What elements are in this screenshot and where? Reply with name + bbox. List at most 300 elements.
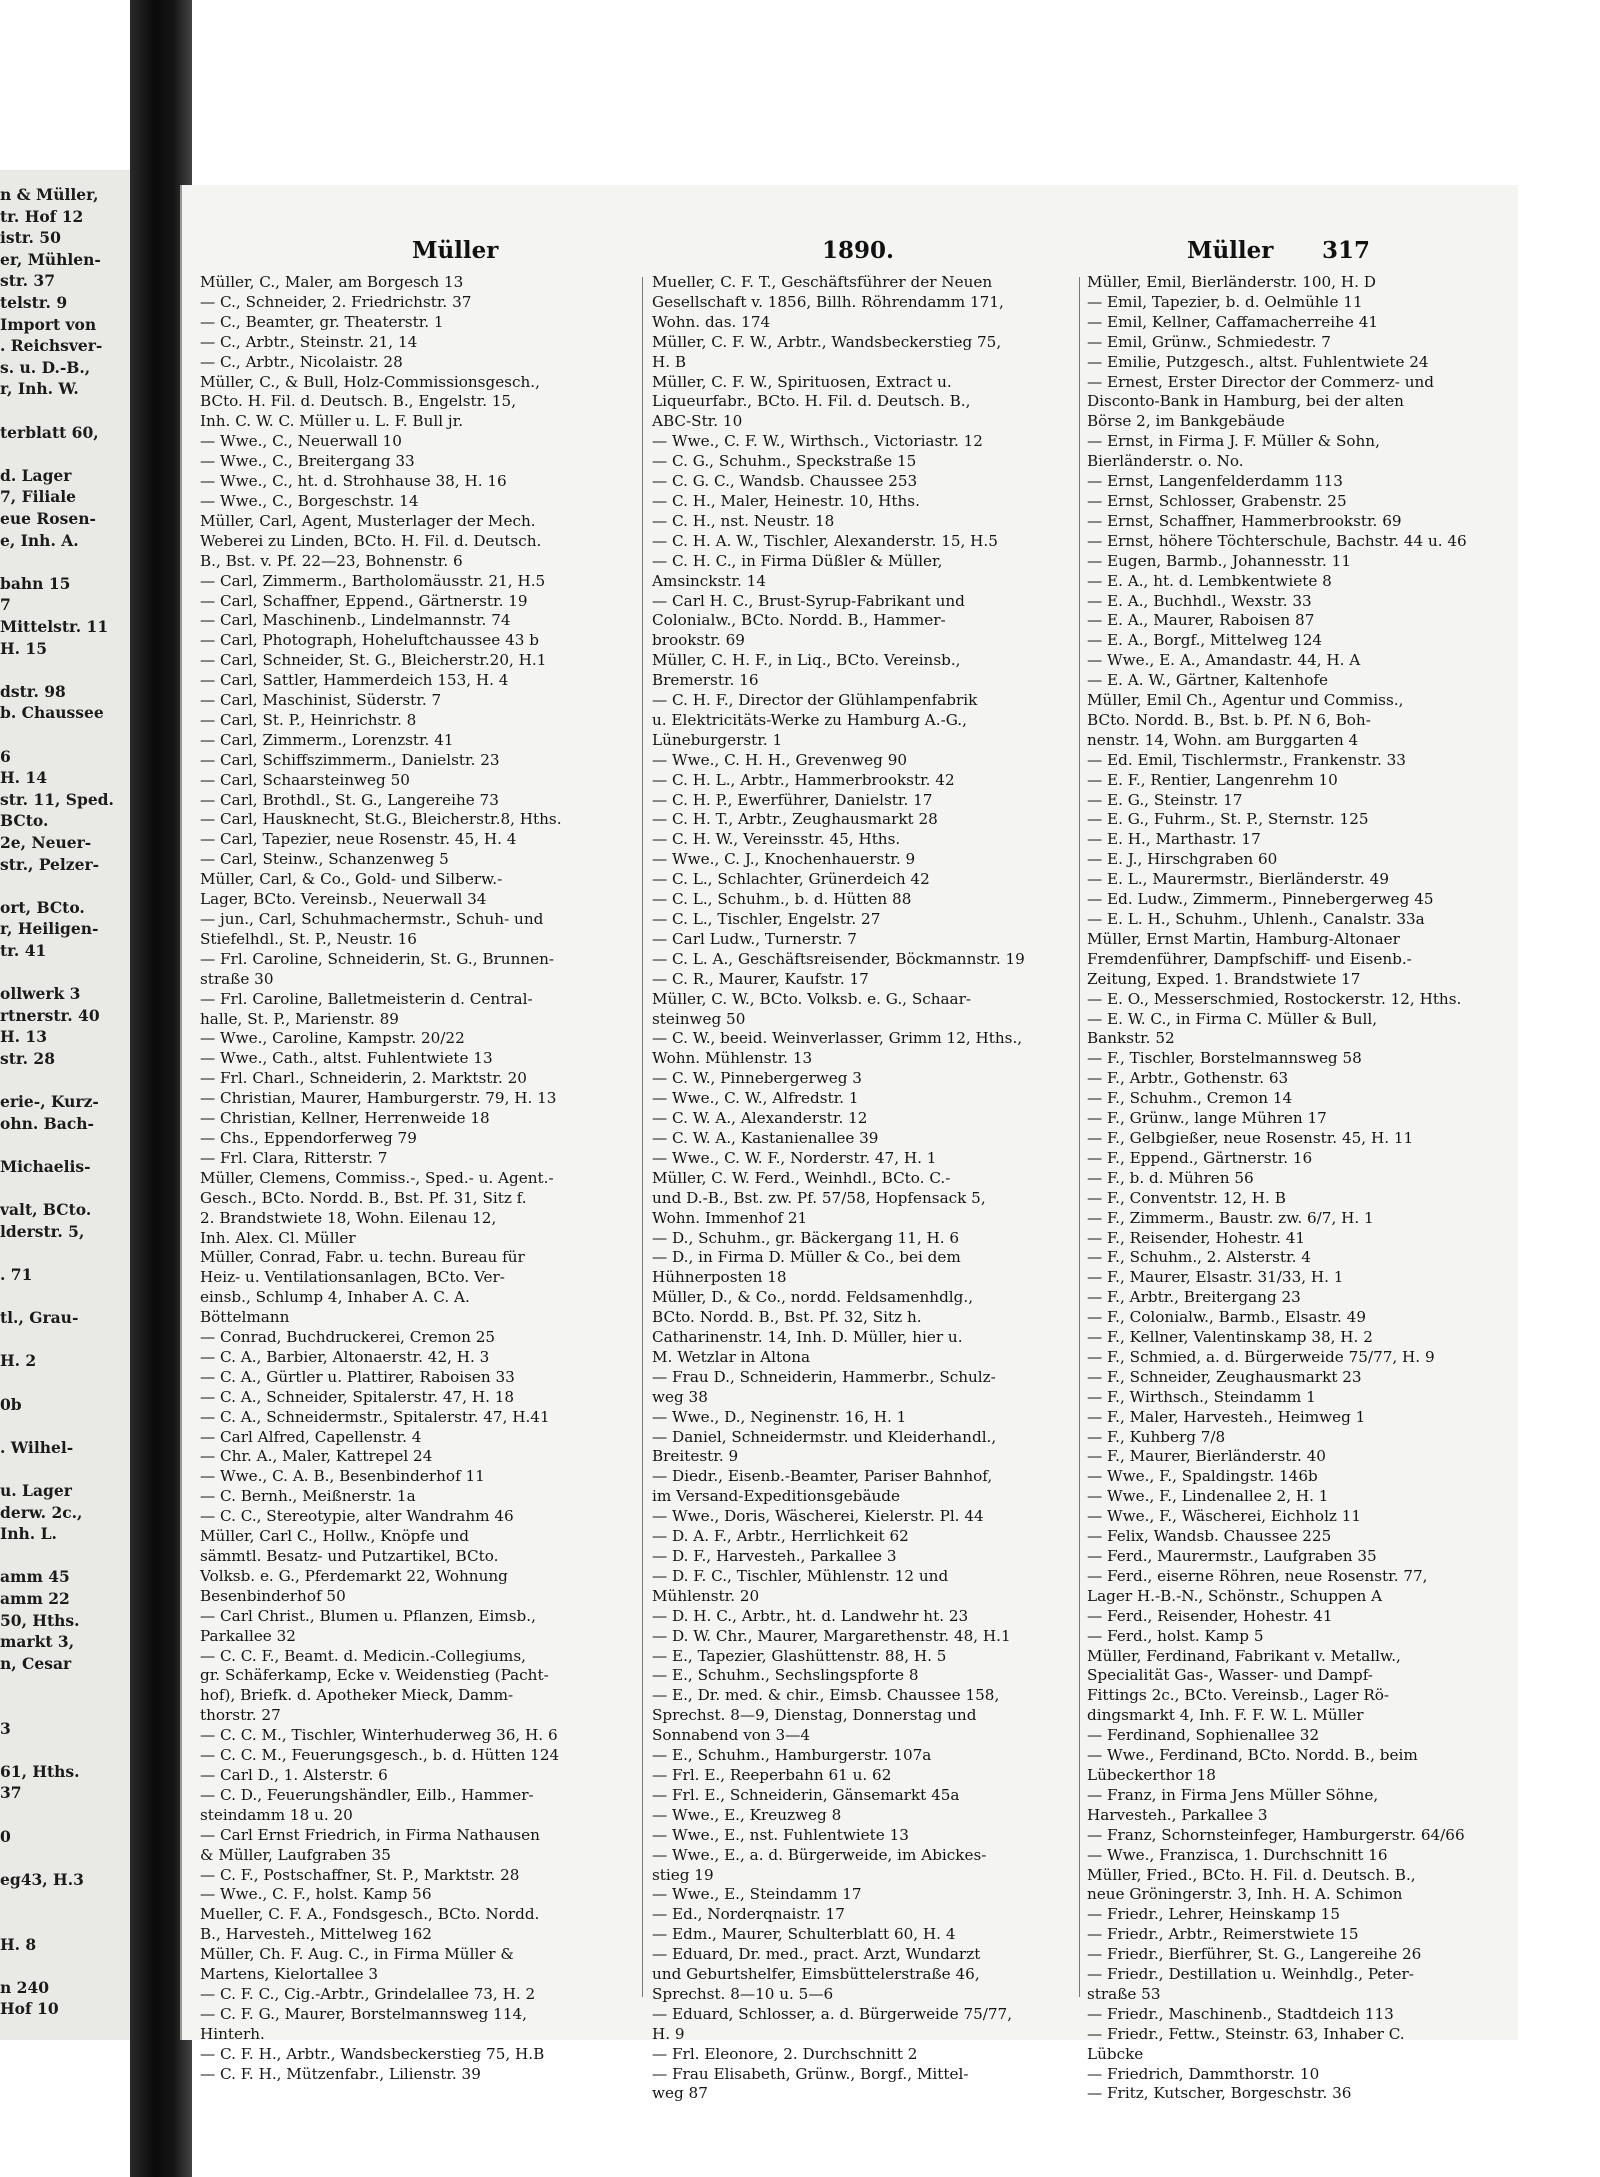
column-divider: [642, 277, 643, 1997]
directory-entry-line: Bankstr. 52: [1087, 1029, 1175, 1048]
directory-entry-line: — E., Tapezier, Glashüttenstr. 88, H. 5: [652, 1646, 947, 1665]
directory-entry-line: Fittings 2c., BCto. Vereinsb., Lager Rö-: [1087, 1686, 1390, 1705]
directory-entry-line: Amsinckstr. 14: [652, 571, 766, 590]
directory-entry-line: — Wwe., E., Steindamm 17: [652, 1885, 862, 1904]
directory-entry-line: — C. A., Gürtler u. Plattirer, Raboisen 33: [200, 1367, 515, 1386]
directory-entry-line: — C. H., Maler, Heinestr. 10, Hths.: [652, 491, 920, 510]
directory-entry-line: — C. H. F., Director der Glühlampenfabrik: [652, 691, 978, 710]
directory-entry-line: — F., Gelbgießer, neue Rosenstr. 45, H. 11: [1087, 1128, 1414, 1147]
previous-page-line: tr. Hof 12: [0, 206, 84, 226]
directory-entry-line: — D. F., Harvesteh., Parkallee 3: [652, 1547, 897, 1565]
directory-entry-line: Fremdenführer, Dampfschiff- und Eisenb.-: [1087, 949, 1412, 968]
directory-entry-line: — Carl D., 1. Alsterstr. 6: [200, 1765, 388, 1784]
previous-page-line: r, Heiligen-: [0, 919, 99, 939]
directory-entry-line: — Ferd., Maurermstr., Laufgraben 35: [1087, 1547, 1377, 1565]
directory-entry-line: — jun., Carl, Schuhmachermstr., Schuh- und: [200, 910, 544, 928]
directory-entry-line: — D., in Firma D. Müller & Co., bei dem: [652, 1248, 961, 1267]
previous-page-line: n, Cesar: [0, 1653, 72, 1673]
directory-entry-line: Martens, Kielortallee 3: [200, 1965, 378, 1984]
directory-entry-line: Lager, BCto. Vereinsb., Neuerwall 34: [200, 890, 487, 909]
directory-entry-line: — C. C., Stereotypie, alter Wandrahm 46: [200, 1507, 514, 1526]
directory-entry-line: — E. F., Rentier, Langenrehm 10: [1087, 770, 1338, 789]
directory-entry-line: — Emil, Grünw., Schmiedestr. 7: [1087, 332, 1331, 351]
directory-entry-line: — Wwe., D., Neginenstr. 16, H. 1: [652, 1407, 907, 1426]
directory-entry-line: — Diedr., Eisenb.-Beamter, Pariser Bahnhof,: [652, 1467, 993, 1486]
directory-entry-line: — F., Kellner, Valentinskamp 38, H. 2: [1087, 1328, 1373, 1347]
directory-entry-line: neue Gröningerstr. 3, Inh. H. A. Schimon: [1087, 1885, 1403, 1904]
previous-page-line: erie-, Kurz-: [0, 1092, 99, 1112]
directory-entry-line: — C. C. F., Beamt. d. Medicin.-Collegiums,: [200, 1646, 526, 1665]
directory-entry-line: — D. H. C., Arbtr., ht. d. Landwehr ht. 23: [652, 1606, 969, 1625]
previous-page-line: str. 11, Sped.: [0, 789, 114, 809]
directory-entry-line: stieg 19: [652, 1865, 714, 1884]
directory-entry-line: Müller, Emil Ch., Agentur und Commiss.,: [1087, 691, 1404, 710]
directory-entry-line: — F., Grünw., lange Mühren 17: [1087, 1109, 1327, 1128]
directory-entry-line: — Wwe., C. W. F., Norderstr. 47, H. 1: [652, 1148, 937, 1167]
page-header: [182, 237, 1518, 273]
previous-page-line: 7, Filiale: [0, 487, 77, 507]
directory-entry-line: — F., Arbtr., Gothenstr. 63: [1087, 1069, 1289, 1088]
directory-entry-line: — C. H. L., Arbtr., Hammerbrookstr. 42: [652, 770, 955, 789]
directory-entry-line: — Carl, Photograph, Hoheluftchaussee 43 b: [200, 631, 539, 650]
directory-entry-line: — Wwe., C. H. H., Grevenweg 90: [652, 750, 908, 769]
previous-page-line: 37: [0, 1783, 22, 1803]
directory-entry-line: — Carl Alfred, Capellenstr. 4: [200, 1427, 422, 1446]
directory-entry-line: Breitestr. 9: [652, 1447, 739, 1466]
directory-entry-line: — F., Kuhberg 7/8: [1087, 1427, 1226, 1446]
directory-entry-line: — F., Colonialw., Barmb., Elsastr. 49: [1087, 1308, 1367, 1327]
directory-entry-line: — C. Bernh., Meißnerstr. 1a: [200, 1487, 416, 1506]
directory-entry-line: — Ed. Emil, Tischlermstr., Frankenstr. 33: [1087, 750, 1406, 769]
previous-page-line: u. Lager: [0, 1481, 72, 1500]
previous-page-line: lderstr. 5,: [0, 1221, 85, 1241]
directory-entry-line: — Ernst, in Firma J. F. Müller & Sohn,: [1087, 432, 1380, 451]
directory-entry-line: Müller, Ch. F. Aug. C., in Firma Müller &: [200, 1945, 514, 1964]
directory-entry-line: u. Elektricitäts-Werke zu Hamburg A.-G.,: [652, 710, 967, 729]
directory-entry-line: Müller, C. H. F., in Liq., BCto. Vereinsb.,: [652, 651, 961, 670]
directory-entry-line: Lübcke: [1087, 2044, 1144, 2063]
directory-entry-line: — Carl, Zimmerm., Lorenzstr. 41: [200, 730, 454, 749]
directory-entry-line: Mueller, C. F. T., Geschäftsführer der Neuen: [652, 273, 993, 291]
directory-entry-line: Hühnerposten 18: [652, 1268, 787, 1287]
page-number: 317: [1322, 237, 1371, 264]
directory-entry-line: B., Harvesteh., Mittelweg 162: [200, 1925, 432, 1944]
previous-page-line: markt 3,: [0, 1632, 75, 1652]
previous-page-line: d. Lager: [0, 465, 72, 485]
directory-entry-line: Harvesteh., Parkallee 3: [1087, 1805, 1268, 1824]
directory-entry-line: — F., Zimmerm., Baustr. zw. 6/7, H. 1: [1087, 1208, 1374, 1227]
directory-entry-line: — E. A., Maurer, Raboisen 87: [1087, 611, 1315, 630]
previous-page-line: n & Müller,: [0, 185, 99, 204]
directory-entry-line: — Wwe., E., nst. Fuhlentwiete 13: [652, 1825, 909, 1844]
directory-entry-line: im Versand-Expeditionsgebäude: [652, 1487, 900, 1506]
previous-page-line: eue Rosen-: [0, 509, 96, 528]
directory-entry-line: Müller, Ernst Martin, Hamburg-Altonaer: [1087, 929, 1400, 948]
directory-entry-line: — E. O., Messerschmied, Rostockerstr. 12, Hths.: [1087, 989, 1462, 1008]
directory-entry-line: BCto. Nordd. B., Bst. Pf. 32, Sitz h.: [652, 1308, 922, 1327]
directory-entry-line: — E. G., Fuhrm., St. P., Sternstr. 125: [1087, 810, 1369, 829]
header-right-name: Müller: [1187, 237, 1274, 264]
directory-entry-line: gr. Schäferkamp, Ecke v. Weidenstieg (Pacht-: [200, 1666, 549, 1685]
directory-entry-line: — F., Wirthsch., Steindamm 1: [1087, 1387, 1316, 1406]
directory-entry-line: — C., Schneider, 2. Friedrichstr. 37: [200, 292, 472, 311]
directory-entry-line: halle, St. P., Marienstr. 89: [200, 1009, 399, 1028]
directory-entry-line: — E. H., Marthastr. 17: [1087, 830, 1261, 849]
directory-entry-line: Müller, Conrad, Fabr. u. techn. Bureau für: [200, 1248, 525, 1267]
directory-entry-line: — F., Schuhm., 2. Alsterstr. 4: [1087, 1248, 1311, 1267]
previous-page-line: e, Inh. A.: [0, 530, 79, 550]
directory-entry-line: — C. W., Pinnebergerweg 3: [652, 1069, 862, 1088]
directory-entry-line: Müller, D., & Co., nordd. Feldsamenhdlg.,: [652, 1288, 974, 1307]
previous-page-line: 3: [0, 1718, 11, 1738]
directory-entry-line: — Wwe., C., Breitergang 33: [200, 452, 415, 471]
directory-entry-line: — F., Eppend., Gärtnerstr. 16: [1087, 1148, 1313, 1167]
directory-entry-line: — Carl, St. P., Heinrichstr. 8: [200, 710, 417, 729]
previous-page-edge: [0, 170, 138, 2040]
previous-page-line: s. u. D.-B.,: [0, 357, 91, 377]
directory-entry-line: — Carl, Steinw., Schanzenweg 5: [200, 850, 449, 869]
directory-entry-line: — F., Schuhm., Cremon 14: [1087, 1089, 1293, 1108]
directory-entry-line: Müller, C. W. Ferd., Weinhdl., BCto. C.-: [652, 1168, 951, 1187]
directory-entry-line: Müller, Carl, Agent, Musterlager der Mech.: [200, 511, 536, 530]
directory-entry-line: BCto. H. Fil. d. Deutsch. B., Engelstr. 15,: [200, 392, 517, 411]
directory-entry-line: — Chs., Eppendorferweg 79: [200, 1128, 417, 1147]
directory-entry-line: M. Wetzlar in Altona: [652, 1347, 811, 1366]
directory-entry-line: — Wwe., Ferdinand, BCto. Nordd. B., beim: [1087, 1746, 1418, 1765]
directory-entry-line: — C. H. P., Ewerführer, Danielstr. 17: [652, 790, 933, 809]
directory-entry-line: — Ernest, Erster Director der Commerz- und: [1087, 372, 1434, 391]
previous-page-line: 6: [0, 746, 11, 766]
directory-entry-line: — D. W. Chr., Maurer, Margarethenstr. 48, H.1: [652, 1626, 1011, 1645]
directory-entry-line: — E. W. C., in Firma C. Müller & Bull,: [1087, 1009, 1378, 1028]
directory-entry-line: — C. H. W., Vereinsstr. 45, Hths.: [652, 830, 901, 849]
directory-entry-line: — C. F. H., Mützenfabr., Lilienstr. 39: [200, 2064, 481, 2083]
previous-page-line: derw. 2c.,: [0, 1502, 83, 1522]
directory-entry-line: — C. G. C., Wandsb. Chaussee 253: [652, 472, 918, 491]
directory-entry-line: — Carl, Maschinist, Süderstr. 7: [200, 691, 442, 710]
directory-entry-line: — Ferd., holst. Kamp 5: [1087, 1626, 1264, 1645]
directory-entry-line: — Emil, Kellner, Caffamacherreihe 41: [1087, 312, 1379, 331]
directory-entry-line: — E., Schuhm., Hamburgerstr. 107a: [652, 1746, 932, 1765]
directory-entry-line: Volksb. e. G., Pferdemarkt 22, Wohnung: [200, 1566, 508, 1585]
directory-entry-line: — Wwe., C. A. B., Besenbinderhof 11: [200, 1467, 485, 1486]
directory-entry-line: — Ernst, Schaffner, Hammerbrookstr. 69: [1087, 511, 1402, 530]
directory-entry-line: — C. A., Barbier, Altonaerstr. 42, H. 3: [200, 1347, 490, 1366]
directory-entry-line: — Wwe., C. J., Knochenhauerstr. 9: [652, 850, 916, 869]
directory-entry-line: Hinterh.: [200, 2024, 265, 2043]
directory-entry-line: Inh. Alex. Cl. Müller: [200, 1228, 356, 1247]
previous-page-line: 0: [0, 1826, 11, 1846]
previous-page-line: H. 8: [0, 1934, 37, 1954]
previous-page-line: n 240: [0, 1977, 50, 1997]
directory-entry-line: straße 30: [200, 969, 274, 988]
previous-page-line: er, Mühlen-: [0, 249, 101, 269]
directory-entry-line: — C., Arbtr., Steinstr. 21, 14: [200, 332, 418, 351]
header-year: 1890.: [822, 237, 895, 264]
directory-entry-line: Müller, C., Maler, am Borgesch 13: [200, 273, 464, 291]
directory-entry-line: — Eugen, Barmb., Johannesstr. 11: [1087, 551, 1351, 570]
directory-entry-line: — Christian, Kellner, Herrenweide 18: [200, 1109, 490, 1128]
directory-entry-line: Heiz- u. Ventilationsanlagen, BCto. Ver-: [200, 1268, 505, 1287]
directory-entry-line: steinweg 50: [652, 1009, 746, 1028]
directory-entry-line: und D.-B., Bst. zw. Pf. 57/58, Hopfensack 5,: [652, 1188, 986, 1207]
directory-entry-line: Müller, Carl C., Hollw., Knöpfe und: [200, 1527, 469, 1546]
previous-page-line: valt, BCto.: [0, 1200, 92, 1220]
previous-page-line: Michaelis-: [0, 1157, 91, 1176]
directory-entry-line: — Emil, Tapezier, b. d. Oelmühle 11: [1087, 292, 1363, 311]
directory-entry-line: — E. J., Hirschgraben 60: [1087, 850, 1278, 869]
directory-entry-line: Disconto-Bank in Hamburg, bei der alten: [1087, 392, 1404, 411]
directory-entry-line: — F., Maurer, Elsastr. 31/33, H. 1: [1087, 1268, 1344, 1287]
directory-entry-line: Colonialw., BCto. Nordd. B., Hammer-: [652, 611, 946, 630]
previous-page-line: rtnerstr. 40: [0, 1005, 100, 1025]
previous-page-line: tr. 41: [0, 941, 47, 960]
previous-page-line: . 71: [0, 1265, 33, 1284]
directory-entry-line: — E. L. H., Schuhm., Uhlenh., Canalstr. 33a: [1087, 910, 1425, 928]
directory-entry-line: — Frl. E., Schneiderin, Gänsemarkt 45a: [652, 1785, 960, 1804]
directory-entry-line: Müller, Ferdinand, Fabrikant v. Metallw.,: [1087, 1646, 1401, 1665]
directory-entry-line: — D. F. C., Tischler, Mühlenstr. 12 und: [652, 1566, 949, 1585]
directory-entry-line: — C. F. H., Arbtr., Wandsbeckerstieg 75, H.B: [200, 2044, 545, 2063]
directory-entry-line: — C. D., Feuerungshändler, Eilb., Hammer-: [200, 1785, 534, 1804]
column-divider: [1079, 277, 1080, 1997]
directory-entry-line: — E. A., Borgf., Mittelweg 124: [1087, 631, 1323, 650]
directory-entry-line: — Frau D., Schneiderin, Hammerbr., Schulz-: [652, 1367, 996, 1386]
directory-entry-line: sämmtl. Besatz- und Putzartikel, BCto.: [200, 1547, 499, 1565]
previous-page-line: tl., Grau-: [0, 1308, 79, 1328]
directory-entry-line: — Wwe., C. F. W., Wirthsch., Victoriastr. 12: [652, 432, 983, 451]
directory-entry-line: — Wwe., C., ht. d. Strohhause 38, H. 16: [200, 472, 507, 491]
directory-column-2: [652, 273, 1072, 2103]
directory-entry-line: straße 53: [1087, 1984, 1161, 2003]
previous-page-line: Import von: [0, 314, 97, 334]
previous-page-line: 50, Hths.: [0, 1610, 80, 1630]
directory-entry-line: — Carl, Zimmerm., Bartholomäusstr. 21, H.5: [200, 571, 546, 590]
directory-entry-line: — Wwe., E., Kreuzweg 8: [652, 1805, 842, 1824]
directory-entry-line: — D., Schuhm., gr. Bäckergang 11, H. 6: [652, 1228, 960, 1247]
directory-entry-line: — Eduard, Schlosser, a. d. Bürgerweide 75/77,: [652, 2004, 1013, 2023]
directory-entry-line: Böttelmann: [200, 1308, 290, 1327]
directory-entry-line: — C. W. A., Alexanderstr. 12: [652, 1109, 868, 1128]
directory-entry-line: — Friedr., Lehrer, Heinskamp 15: [1087, 1905, 1341, 1924]
previous-page-line: str., Pelzer-: [0, 854, 100, 874]
directory-entry-line: — Emilie, Putzgesch., altst. Fuhlentwiete 24: [1087, 352, 1429, 371]
directory-entry-line: — C. R., Maurer, Kaufstr. 17: [652, 969, 869, 988]
directory-entry-line: — F., Reisender, Hohestr. 41: [1087, 1228, 1306, 1247]
previous-page-line: Mittelstr. 11: [0, 617, 109, 636]
directory-entry-line: — Wwe., Caroline, Kampstr. 20/22: [200, 1029, 465, 1048]
directory-entry-line: — C. G., Schuhm., Speckstraße 15: [652, 452, 917, 471]
directory-entry-line: — F., Arbtr., Breitergang 23: [1087, 1288, 1301, 1307]
directory-entry-line: Stiefelhdl., St. P., Neustr. 16: [200, 929, 417, 948]
directory-entry-line: — Carl, Schiffszimmerm., Danielstr. 23: [200, 750, 500, 769]
directory-entry-line: — Frl. Eleonore, 2. Durchschnitt 2: [652, 2044, 918, 2063]
directory-entry-line: Sonnabend von 3—4: [652, 1726, 811, 1745]
directory-entry-line: Sprechst. 8—9, Dienstag, Donnerstag und: [652, 1706, 977, 1725]
directory-entry-line: — Frl. Charl., Schneiderin, 2. Marktstr. 20: [200, 1069, 527, 1088]
previous-page-line: H. 13: [0, 1027, 48, 1047]
directory-entry-line: — E. A., Buchhdl., Wexstr. 33: [1087, 591, 1312, 610]
directory-entry-line: — Ed., Norderqnaistr. 17: [652, 1905, 845, 1924]
directory-entry-line: Bremerstr. 16: [652, 671, 759, 690]
directory-entry-line: — Fritz, Kutscher, Borgeschstr. 36: [1087, 2084, 1352, 2103]
previous-page-line: dstr. 98: [0, 681, 66, 701]
previous-page-line: 61, Hths.: [0, 1761, 80, 1781]
previous-page-line: Hof 10: [0, 1999, 59, 2019]
directory-entry-line: — Wwe., Doris, Wäscherei, Kielerstr. Pl. 44: [652, 1507, 984, 1526]
directory-entry-line: — C., Beamter, gr. Theaterstr. 1: [200, 312, 444, 331]
directory-entry-line: — C. F. G., Maurer, Borstelmannsweg 114,: [200, 2004, 528, 2023]
previous-page-line: telstr. 9: [0, 293, 68, 312]
directory-entry-line: — Eduard, Dr. med., pract. Arzt, Wundarzt: [652, 1945, 981, 1964]
directory-entry-line: — Frau Elisabeth, Grünw., Borgf., Mittel-: [652, 2064, 969, 2083]
previous-page-line: ohn. Bach-: [0, 1113, 94, 1133]
directory-entry-line: Besenbinderhof 50: [200, 1586, 346, 1605]
directory-entry-line: — Carl Christ., Blumen u. Pflanzen, Eimsb.,: [200, 1606, 536, 1625]
directory-entry-line: Parkallee 32: [200, 1626, 296, 1645]
previous-page-line: eg43, H.3: [0, 1869, 84, 1889]
directory-entry-line: Sprechst. 8—10 u. 5—6: [652, 1984, 834, 2003]
directory-entry-line: H. 9: [652, 2024, 685, 2043]
previous-page-line: 0b: [0, 1394, 22, 1414]
directory-entry-line: Catharinenstr. 14, Inh. D. Müller, hier u.: [652, 1328, 963, 1347]
directory-entry-line: Müller, C., & Bull, Holz-Commissionsgesch.,: [200, 372, 540, 391]
directory-entry-line: — D. A. F., Arbtr., Herrlichkeit 62: [652, 1527, 909, 1546]
directory-entry-line: ABC-Str. 10: [652, 412, 743, 431]
directory-entry-line: Liqueurfabr., BCto. H. Fil. d. Deutsch. B.,: [652, 392, 971, 411]
directory-entry-line: einsb., Schlump 4, Inhaber A. C. A.: [200, 1288, 470, 1307]
directory-entry-line: — C. A., Schneidermstr., Spitalerstr. 47, H.41: [200, 1407, 550, 1426]
previous-page-line: b. Chaussee: [0, 703, 104, 723]
previous-page-line: . Reichsver-: [0, 336, 103, 356]
directory-entry-line: H. B: [652, 352, 687, 371]
directory-entry-line: — C. H., nst. Neustr. 18: [652, 511, 835, 530]
directory-entry-line: & Müller, Laufgraben 35: [200, 1845, 391, 1864]
directory-column-3: [1087, 273, 1507, 2103]
directory-entry-line: — Carl, Maschinenb., Lindelmannstr. 74: [200, 611, 511, 630]
directory-entry-line: — Christian, Maurer, Hamburgerstr. 79, H. 13: [200, 1089, 557, 1108]
directory-entry-line: — Carl, Schneider, St. G., Bleicherstr.20, H.1: [200, 651, 547, 670]
directory-entry-line: Müller, Carl, & Co., Gold- und Silberw.-: [200, 870, 503, 889]
directory-entry-line: — F., Schmied, a. d. Bürgerweide 75/77, H. 9: [1087, 1347, 1435, 1366]
directory-entry-line: — E. G., Steinstr. 17: [1087, 790, 1243, 809]
directory-entry-line: — C. A., Schneider, Spitalerstr. 47, H. 18: [200, 1387, 515, 1406]
directory-entry-line: weg 87: [652, 2084, 708, 2103]
directory-entry-line: — Carl Ernst Friedrich, in Firma Nathausen: [200, 1825, 540, 1844]
previous-page-line: str. 37: [0, 271, 55, 291]
directory-entry-line: — Ernst, Langenfelderdamm 113: [1087, 472, 1343, 491]
directory-entry-line: Gesch., BCto. Nordd. B., Bst. Pf. 31, Sitz f.: [200, 1188, 527, 1207]
directory-entry-line: Börse 2, im Bankgebäude: [1087, 412, 1285, 431]
directory-entry-line: — Carl, Schaffner, Eppend., Gärtnerstr. 19: [200, 591, 528, 610]
header-left-name: Müller: [412, 237, 499, 264]
directory-entry-line: — C. F. C., Cig.-Arbtr., Grindelallee 73, H. 2: [200, 1984, 536, 2003]
directory-entry-line: — Wwe., C. W., Alfredstr. 1: [652, 1089, 859, 1108]
directory-entry-line: — Wwe., E. A., Amandastr. 44, H. A: [1087, 651, 1361, 670]
directory-entry-line: Wohn. das. 174: [652, 312, 771, 331]
directory-entry-line: hof), Briefk. d. Apotheker Mieck, Damm-: [200, 1686, 514, 1705]
directory-page: [180, 185, 1518, 2103]
directory-entry-line: — Wwe., F., Lindenallee 2, H. 1: [1087, 1487, 1329, 1506]
directory-entry-line: — Carl H. C., Brust-Syrup-Fabrikant und: [652, 591, 965, 610]
directory-entry-line: Weberei zu Linden, BCto. H. Fil. d. Deutsch.: [200, 531, 542, 550]
previous-page-line: terblatt 60,: [0, 422, 99, 442]
previous-page-line: Inh. L.: [0, 1524, 57, 1544]
directory-entry-line: dingsmarkt 4, Inh. F. F. W. L. Müller: [1087, 1706, 1364, 1725]
directory-entry-line: — F., Tischler, Borstelmannsweg 58: [1087, 1049, 1362, 1068]
directory-entry-line: — Ernst, Schlosser, Grabenstr. 25: [1087, 491, 1347, 510]
previous-page-line: . Wilhel-: [0, 1437, 74, 1457]
directory-entry-line: — C. L., Tischler, Engelstr. 27: [652, 910, 881, 928]
directory-entry-line: — C., Arbtr., Nicolaistr. 28: [200, 352, 403, 371]
directory-entry-line: — Friedr., Destillation u. Weinhdlg., Peter-: [1087, 1965, 1414, 1984]
directory-entry-line: — Daniel, Schneidermstr. und Kleiderhandl.,: [652, 1427, 997, 1446]
directory-entry-line: — Wwe., Cath., altst. Fuhlentwiete 13: [200, 1049, 493, 1068]
directory-entry-line: — Carl, Schaarsteinweg 50: [200, 770, 410, 789]
previous-page-line: istr. 50: [0, 228, 61, 248]
previous-page-line: amm 45: [0, 1567, 70, 1587]
previous-page-line: H. 15: [0, 638, 48, 658]
directory-entry-line: Specialität Gas-, Wasser- und Dampf-: [1087, 1666, 1373, 1685]
directory-entry-line: Wohn. Immenhof 21: [652, 1208, 808, 1227]
previous-page-line: ollwerk 3: [0, 984, 81, 1004]
previous-page-line: BCto.: [0, 811, 49, 831]
directory-entry-line: — C. W. A., Kastanienallee 39: [652, 1128, 879, 1147]
directory-entry-line: Inh. C. W. C. Müller u. L. F. Bull jr.: [200, 412, 464, 431]
directory-entry-line: — F., Conventstr. 12, H. B: [1087, 1188, 1286, 1207]
directory-entry-line: Zeitung, Exped. 1. Brandstwiete 17: [1087, 969, 1361, 988]
directory-entry-line: — C. L., Schlachter, Grünerdeich 42: [652, 870, 930, 889]
previous-page-line: 7: [0, 595, 11, 615]
previous-page-line: r, Inh. W.: [0, 379, 79, 399]
directory-entry-line: — Carl, Sattler, Hammerdeich 153, H. 4: [200, 671, 509, 690]
directory-entry-line: — C. H. C., in Firma Düßler & Müller,: [652, 551, 943, 570]
directory-entry-line: — Wwe., F., Spaldingstr. 146b: [1087, 1467, 1318, 1486]
directory-entry-line: Müller, Fried., BCto. H. Fil. d. Deutsch. B.,: [1087, 1865, 1416, 1884]
directory-entry-line: — Friedr., Arbtr., Reimerstwiete 15: [1087, 1925, 1359, 1944]
directory-entry-line: — Conrad, Buchdruckerei, Cremon 25: [200, 1328, 496, 1347]
directory-entry-line: — Wwe., Franzisca, 1. Durchschnitt 16: [1087, 1845, 1388, 1864]
previous-page-line: H. 14: [0, 768, 48, 788]
directory-entry-line: — Carl Ludw., Turnerstr. 7: [652, 929, 857, 948]
directory-entry-line: — E. A., ht. d. Lembkentwiete 8: [1087, 571, 1332, 590]
directory-entry-line: Müller, C. W., BCto. Volksb. e. G., Schaar-: [652, 989, 972, 1008]
directory-entry-line: — Ed. Ludw., Zimmerm., Pinnebergerweg 45: [1087, 890, 1434, 909]
directory-entry-line: — Franz, Schornsteinfeger, Hamburgerstr. 64/66: [1087, 1825, 1465, 1844]
directory-entry-line: — E., Schuhm., Sechslingspforte 8: [652, 1666, 919, 1685]
directory-entry-line: brookstr. 69: [652, 631, 745, 650]
directory-entry-line: — C. H. T., Arbtr., Zeughausmarkt 28: [652, 810, 938, 829]
directory-entry-line: — Friedr., Bierführer, St. G., Langereihe 26: [1087, 1945, 1422, 1964]
directory-entry-line: — F., Maler, Harvesteh., Heimweg 1: [1087, 1407, 1366, 1426]
directory-entry-line: weg 38: [652, 1387, 708, 1406]
directory-entry-line: — E. A. W., Gärtner, Kaltenhofe: [1087, 671, 1329, 690]
directory-entry-line: — Felix, Wandsb. Chaussee 225: [1087, 1527, 1332, 1546]
directory-entry-line: Müller, Clemens, Commiss.-, Sped.- u. Agent.-: [200, 1168, 554, 1187]
directory-entry-line: nenstr. 14, Wohn. am Burggarten 4: [1087, 730, 1359, 749]
directory-entry-line: thorstr. 27: [200, 1706, 281, 1725]
directory-entry-line: — Wwe., C. F., holst. Kamp 56: [200, 1885, 432, 1904]
directory-entry-line: — C. C. M., Tischler, Winterhuderweg 36, H. 6: [200, 1726, 558, 1745]
directory-entry-line: — Frl. Caroline, Schneiderin, St. G., Brunnen-: [200, 949, 555, 968]
directory-entry-line: — Friedr., Fettw., Steinstr. 63, Inhaber C.: [1087, 2024, 1405, 2043]
directory-entry-line: Wohn. Mühlenstr. 13: [652, 1049, 813, 1068]
directory-entry-line: — Ferd., eiserne Röhren, neue Rosenstr. 77,: [1087, 1566, 1428, 1585]
previous-page-line: amm 22: [0, 1589, 70, 1608]
previous-page-line: str. 28: [0, 1049, 55, 1068]
directory-entry-line: — C. L., Schuhm., b. d. Hütten 88: [652, 890, 912, 909]
directory-entry-line: — Frl. E., Reeperbahn 61 u. 62: [652, 1765, 892, 1784]
